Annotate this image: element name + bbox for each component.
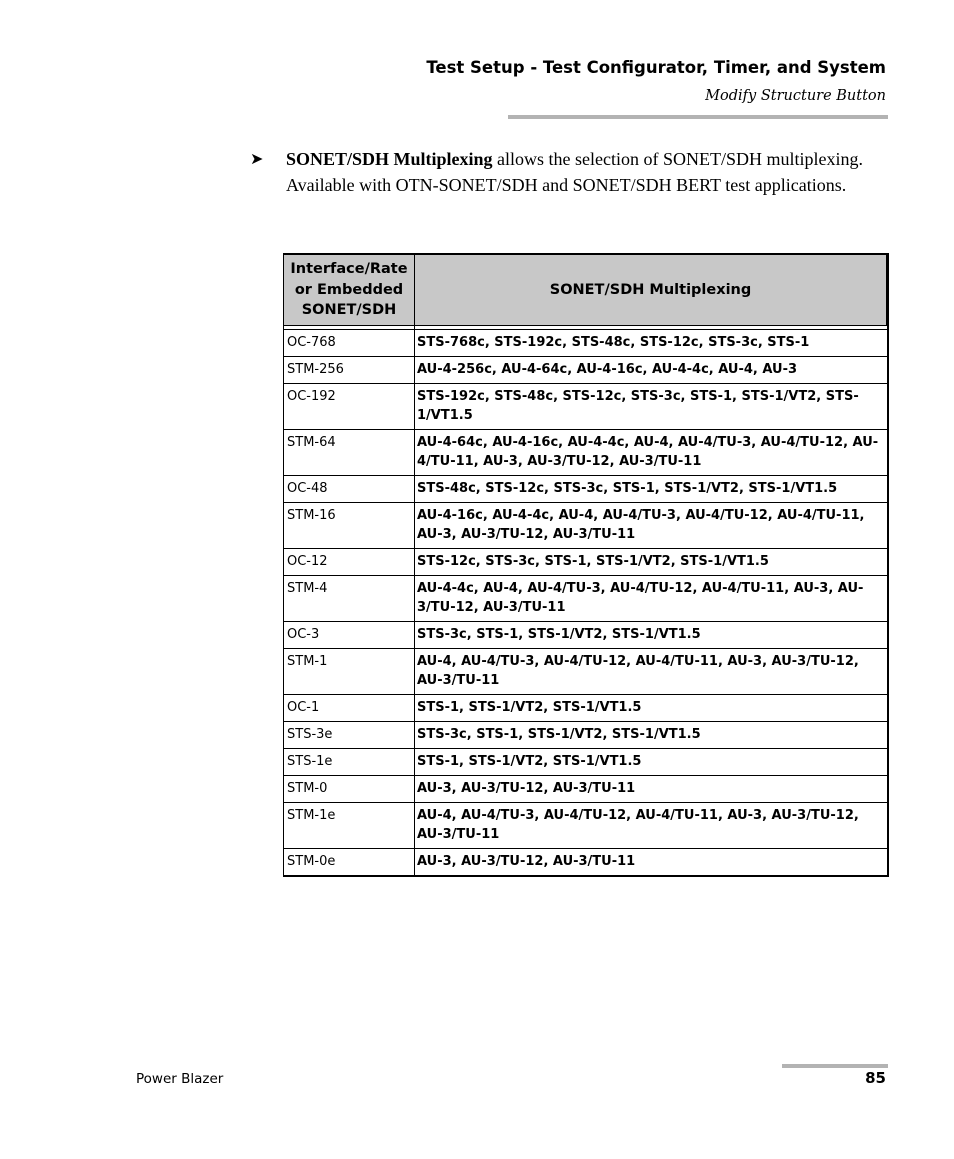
cell-multiplexing: STS-192c, STS-48c, STS-12c, STS-3c, STS-1, STS-1/VT2, STS-1/VT1.5 — [415, 384, 888, 430]
header-rule — [508, 115, 888, 119]
cell-rate: OC-48 — [284, 476, 415, 503]
cell-rate: OC-768 — [284, 330, 415, 357]
cell-multiplexing: AU-4, AU-4/TU-3, AU-4/TU-12, AU-4/TU-11, AU-3, AU-3/TU-12, AU-3/TU-11 — [415, 649, 888, 695]
table-row — [284, 330, 888, 357]
cell-rate: STM-0e — [284, 849, 415, 877]
running-header-title: Test Setup - Test Configurator, Timer, and System — [426, 58, 886, 77]
table-row — [284, 722, 888, 749]
cell-multiplexing: AU-4-256c, AU-4-64c, AU-4-16c, AU-4-4c, AU-4, AU-3 — [415, 357, 888, 384]
cell-rate: OC-192 — [284, 384, 415, 430]
intro-term: SONET/SDH Multiplexing — [286, 149, 493, 169]
cell-rate: STM-16 — [284, 503, 415, 549]
column-header-rate: Interface/Rate or Embedded SONET/SDH — [284, 254, 415, 326]
table-row — [284, 549, 888, 576]
cell-rate: STM-1e — [284, 803, 415, 849]
table-row — [284, 576, 888, 622]
cell-multiplexing: STS-48c, STS-12c, STS-3c, STS-1, STS-1/VT2, STS-1/VT1.5 — [415, 476, 888, 503]
table-row — [284, 849, 888, 877]
footer-product-name: Power Blazer — [136, 1071, 224, 1087]
column-header-multiplexing: SONET/SDH Multiplexing — [415, 254, 888, 326]
cell-multiplexing: STS-1, STS-1/VT2, STS-1/VT1.5 — [415, 695, 888, 722]
running-header-subtitle: Modify Structure Button — [705, 88, 886, 104]
cell-multiplexing: AU-3, AU-3/TU-12, AU-3/TU-11 — [415, 776, 888, 803]
cell-rate: OC-3 — [284, 622, 415, 649]
table-row — [284, 430, 888, 476]
table-row — [284, 803, 888, 849]
cell-multiplexing: STS-3c, STS-1, STS-1/VT2, STS-1/VT1.5 — [415, 622, 888, 649]
cell-multiplexing: AU-3, AU-3/TU-12, AU-3/TU-11 — [415, 849, 888, 877]
cell-multiplexing: AU-4-4c, AU-4, AU-4/TU-3, AU-4/TU-12, AU-4/TU-11, AU-3, AU-3/TU-12, AU-3/TU-11 — [415, 576, 888, 622]
cell-rate: OC-12 — [284, 549, 415, 576]
cell-rate: STS-3e — [284, 722, 415, 749]
table-row — [284, 749, 888, 776]
cell-rate: OC-1 — [284, 695, 415, 722]
cell-multiplexing: STS-1, STS-1/VT2, STS-1/VT1.5 — [415, 749, 888, 776]
cell-multiplexing: AU-4-16c, AU-4-4c, AU-4, AU-4/TU-3, AU-4/TU-12, AU-4/TU-11, AU-3, AU-3/TU-12, AU-3/TU-11 — [415, 503, 888, 549]
intro-paragraph — [286, 147, 886, 198]
cell-rate: STM-1 — [284, 649, 415, 695]
cell-rate: STM-64 — [284, 430, 415, 476]
cell-multiplexing: AU-4, AU-4/TU-3, AU-4/TU-12, AU-4/TU-11, AU-3, AU-3/TU-12, AU-3/TU-11 — [415, 803, 888, 849]
table-row — [284, 649, 888, 695]
cell-multiplexing: STS-12c, STS-3c, STS-1, STS-1/VT2, STS-1/VT1.5 — [415, 549, 888, 576]
table-row — [284, 622, 888, 649]
table-row — [284, 695, 888, 722]
intro-text: allows the selection of SONET/SDH multiplexing. Available with OTN-SONET/SDH and SONET/SDH BERT test applications. — [286, 149, 864, 195]
table-row — [284, 503, 888, 549]
table-row — [284, 357, 888, 384]
page-number: 85 — [865, 1069, 886, 1087]
footer-rule — [782, 1064, 888, 1068]
cell-rate: STM-4 — [284, 576, 415, 622]
cell-rate: STM-256 — [284, 357, 415, 384]
multiplexing-table — [283, 253, 889, 877]
cell-multiplexing: AU-4-64c, AU-4-16c, AU-4-4c, AU-4, AU-4/TU-3, AU-4/TU-12, AU-4/TU-11, AU-3, AU-3/TU-12, AU-3/TU-11 — [415, 430, 888, 476]
cell-multiplexing: STS-768c, STS-192c, STS-48c, STS-12c, STS-3c, STS-1 — [415, 330, 888, 357]
cell-rate: STS-1e — [284, 749, 415, 776]
table-row — [284, 776, 888, 803]
cell-rate: STM-0 — [284, 776, 415, 803]
bullet-arrow-icon: ➤ — [250, 149, 264, 168]
cell-multiplexing: STS-3c, STS-1, STS-1/VT2, STS-1/VT1.5 — [415, 722, 888, 749]
table-header-row — [284, 254, 888, 326]
table-row — [284, 476, 888, 503]
table-row — [284, 384, 888, 430]
